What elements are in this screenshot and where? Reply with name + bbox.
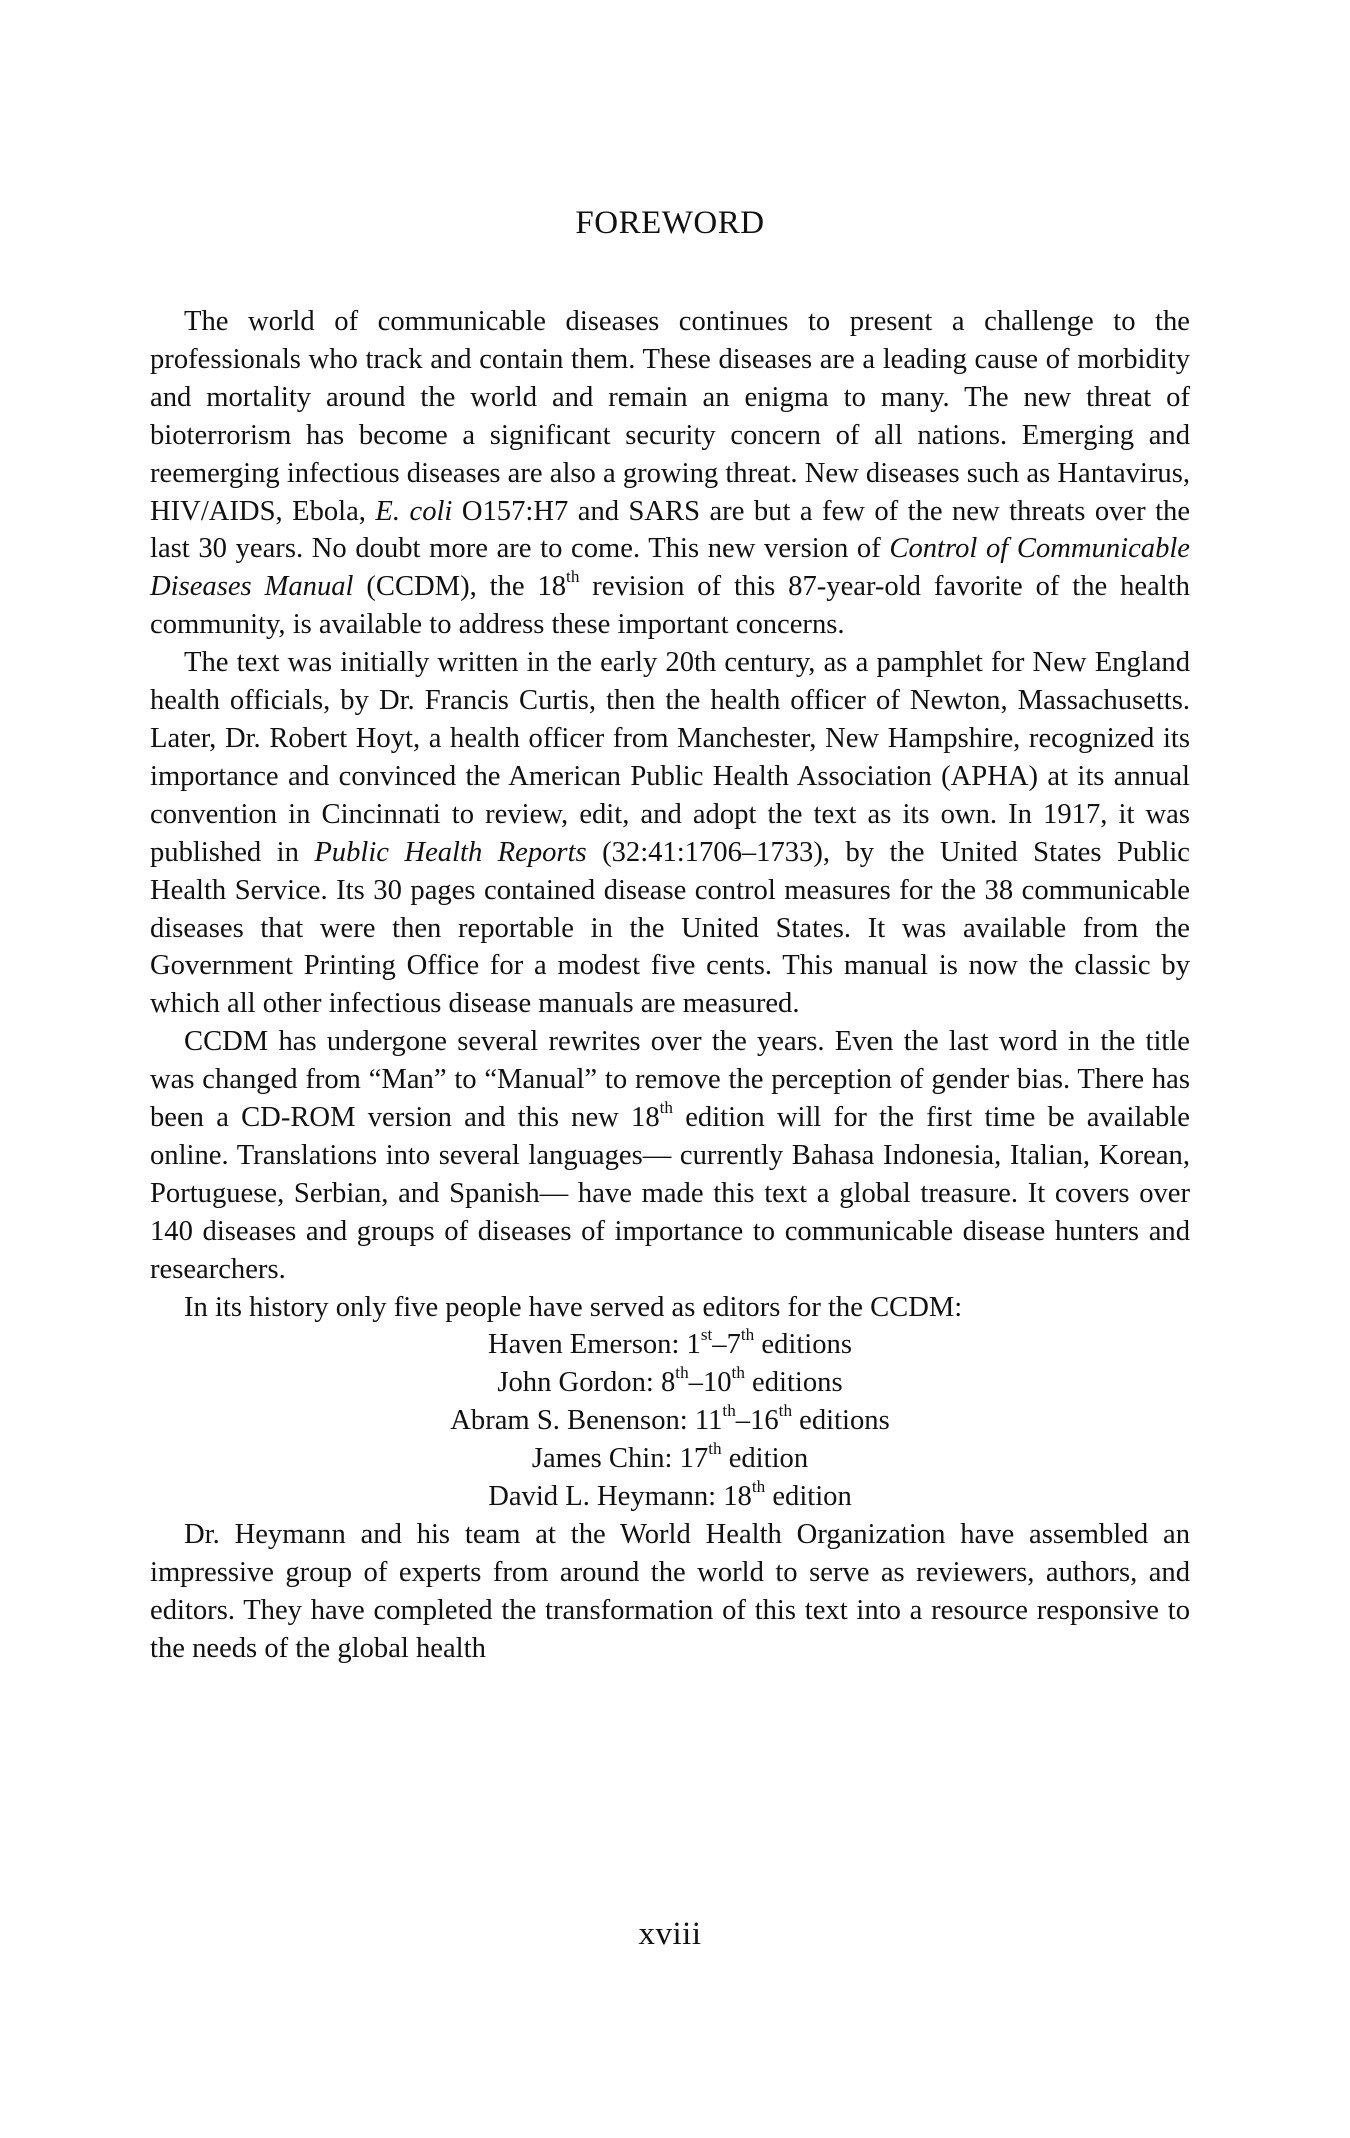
ordinal-suffix: th (722, 1401, 736, 1421)
page-title: FOREWORD (575, 205, 765, 241)
editors-list (150, 1326, 1190, 1516)
editor-entry: John Gordon: 8th–10th editions (497, 1363, 843, 1399)
italic-title: Public Health Reports (314, 836, 587, 868)
document-page (150, 0, 1190, 2138)
ordinal-suffix: th (708, 1439, 722, 1459)
editor-entry: Abram S. Benenson: 11th–16th editions (450, 1401, 890, 1437)
foreword-body (150, 303, 1190, 1668)
ordinal-suffix: st (700, 1325, 713, 1345)
ordinal-suffix: th (659, 1097, 673, 1117)
editor-entry: David L. Heymann: 18th edition (488, 1477, 852, 1513)
paragraph: In its history only five people have served as editors for the CCDM: (184, 1291, 963, 1323)
editor-entry: James Chin: 17th edition (531, 1439, 809, 1475)
ordinal-suffix: th (731, 1363, 745, 1383)
paragraph: Dr. Heymann and his team at the World Health Organization have assembled an impressive group of experts from around the world to serve as reviewers, authors, and editors. They have completed the transformation of this text into a resource responsive to the needs of the global health (150, 1519, 1190, 1664)
ordinal-suffix: th (778, 1401, 793, 1421)
paragraph: The text was initially written in the early 20th century, as a pamphlet for New England health officials, by Dr. Francis Curtis, then the health officer of Newton, Massachusetts. Later, Dr. Robert Hoyt, a health officer from Manchester, New Hampshire, recognized its importance and convinced the American Public Health Association (APHA) at its annual convention in Cincinnati to review, edit, and adopt the text as its own. In 1917, it was published in Public Health Reports (32:41:1706–1733), by the United States Public Health Service. Its 30 pages contained disease control measures for the 38 communicable diseases that were then reportable in the United States. It was available from the Government Printing Office for a modest five cents. This manual is now the classic by which all other infectious disease manuals are measured. (150, 647, 1190, 1020)
italic-title: Control of Communicable Diseases Manual (150, 533, 1190, 603)
editor-entry: Haven Emerson: 1st–7th editions (488, 1325, 852, 1361)
ordinal-suffix: th (675, 1363, 689, 1383)
paragraph: CCDM has undergone several rewrites over the years. Even the last word in the title was changed from “Man” to “Manual” to remove the perception of gender bias. There has been a CD-ROM version and this new 18th edition will for the first time be available online. Translations into several languages— currently Bahasa Indonesia, Italian, Korean, Portuguese, Serbian, and Spanish— have made this text a global treasure. It covers over 140 diseases and groups of diseases of importance to communicable disease hunters and researchers. (150, 1026, 1190, 1285)
ordinal-suffix: th (566, 567, 580, 587)
ordinal-suffix: th (740, 1325, 755, 1345)
page-number: xviii (638, 1916, 702, 1952)
paragraph: The world of communicable diseases continues to present a challenge to the professionals who track and contain them. These diseases are a leading cause of morbidity and mortality around the world and remain an enigma to many. The new threat of bioterrorism has become a significant security concern of all nations. Emerging and reemerging infectious diseases are also a growing threat. New diseases such as Hantavirus, HIV/AIDS, Ebola, E. coli O157:H7 and SARS are but a few of the new threats over the last 30 years. No doubt more are to come. This new version of Control of Communicable Diseases Manual (CCDM), the 18th revision of this 87-year-old favorite of the health community, is available to address these important concerns. (150, 306, 1191, 641)
ordinal-suffix: th (751, 1477, 766, 1496)
italic-title: E. coli (375, 495, 453, 527)
